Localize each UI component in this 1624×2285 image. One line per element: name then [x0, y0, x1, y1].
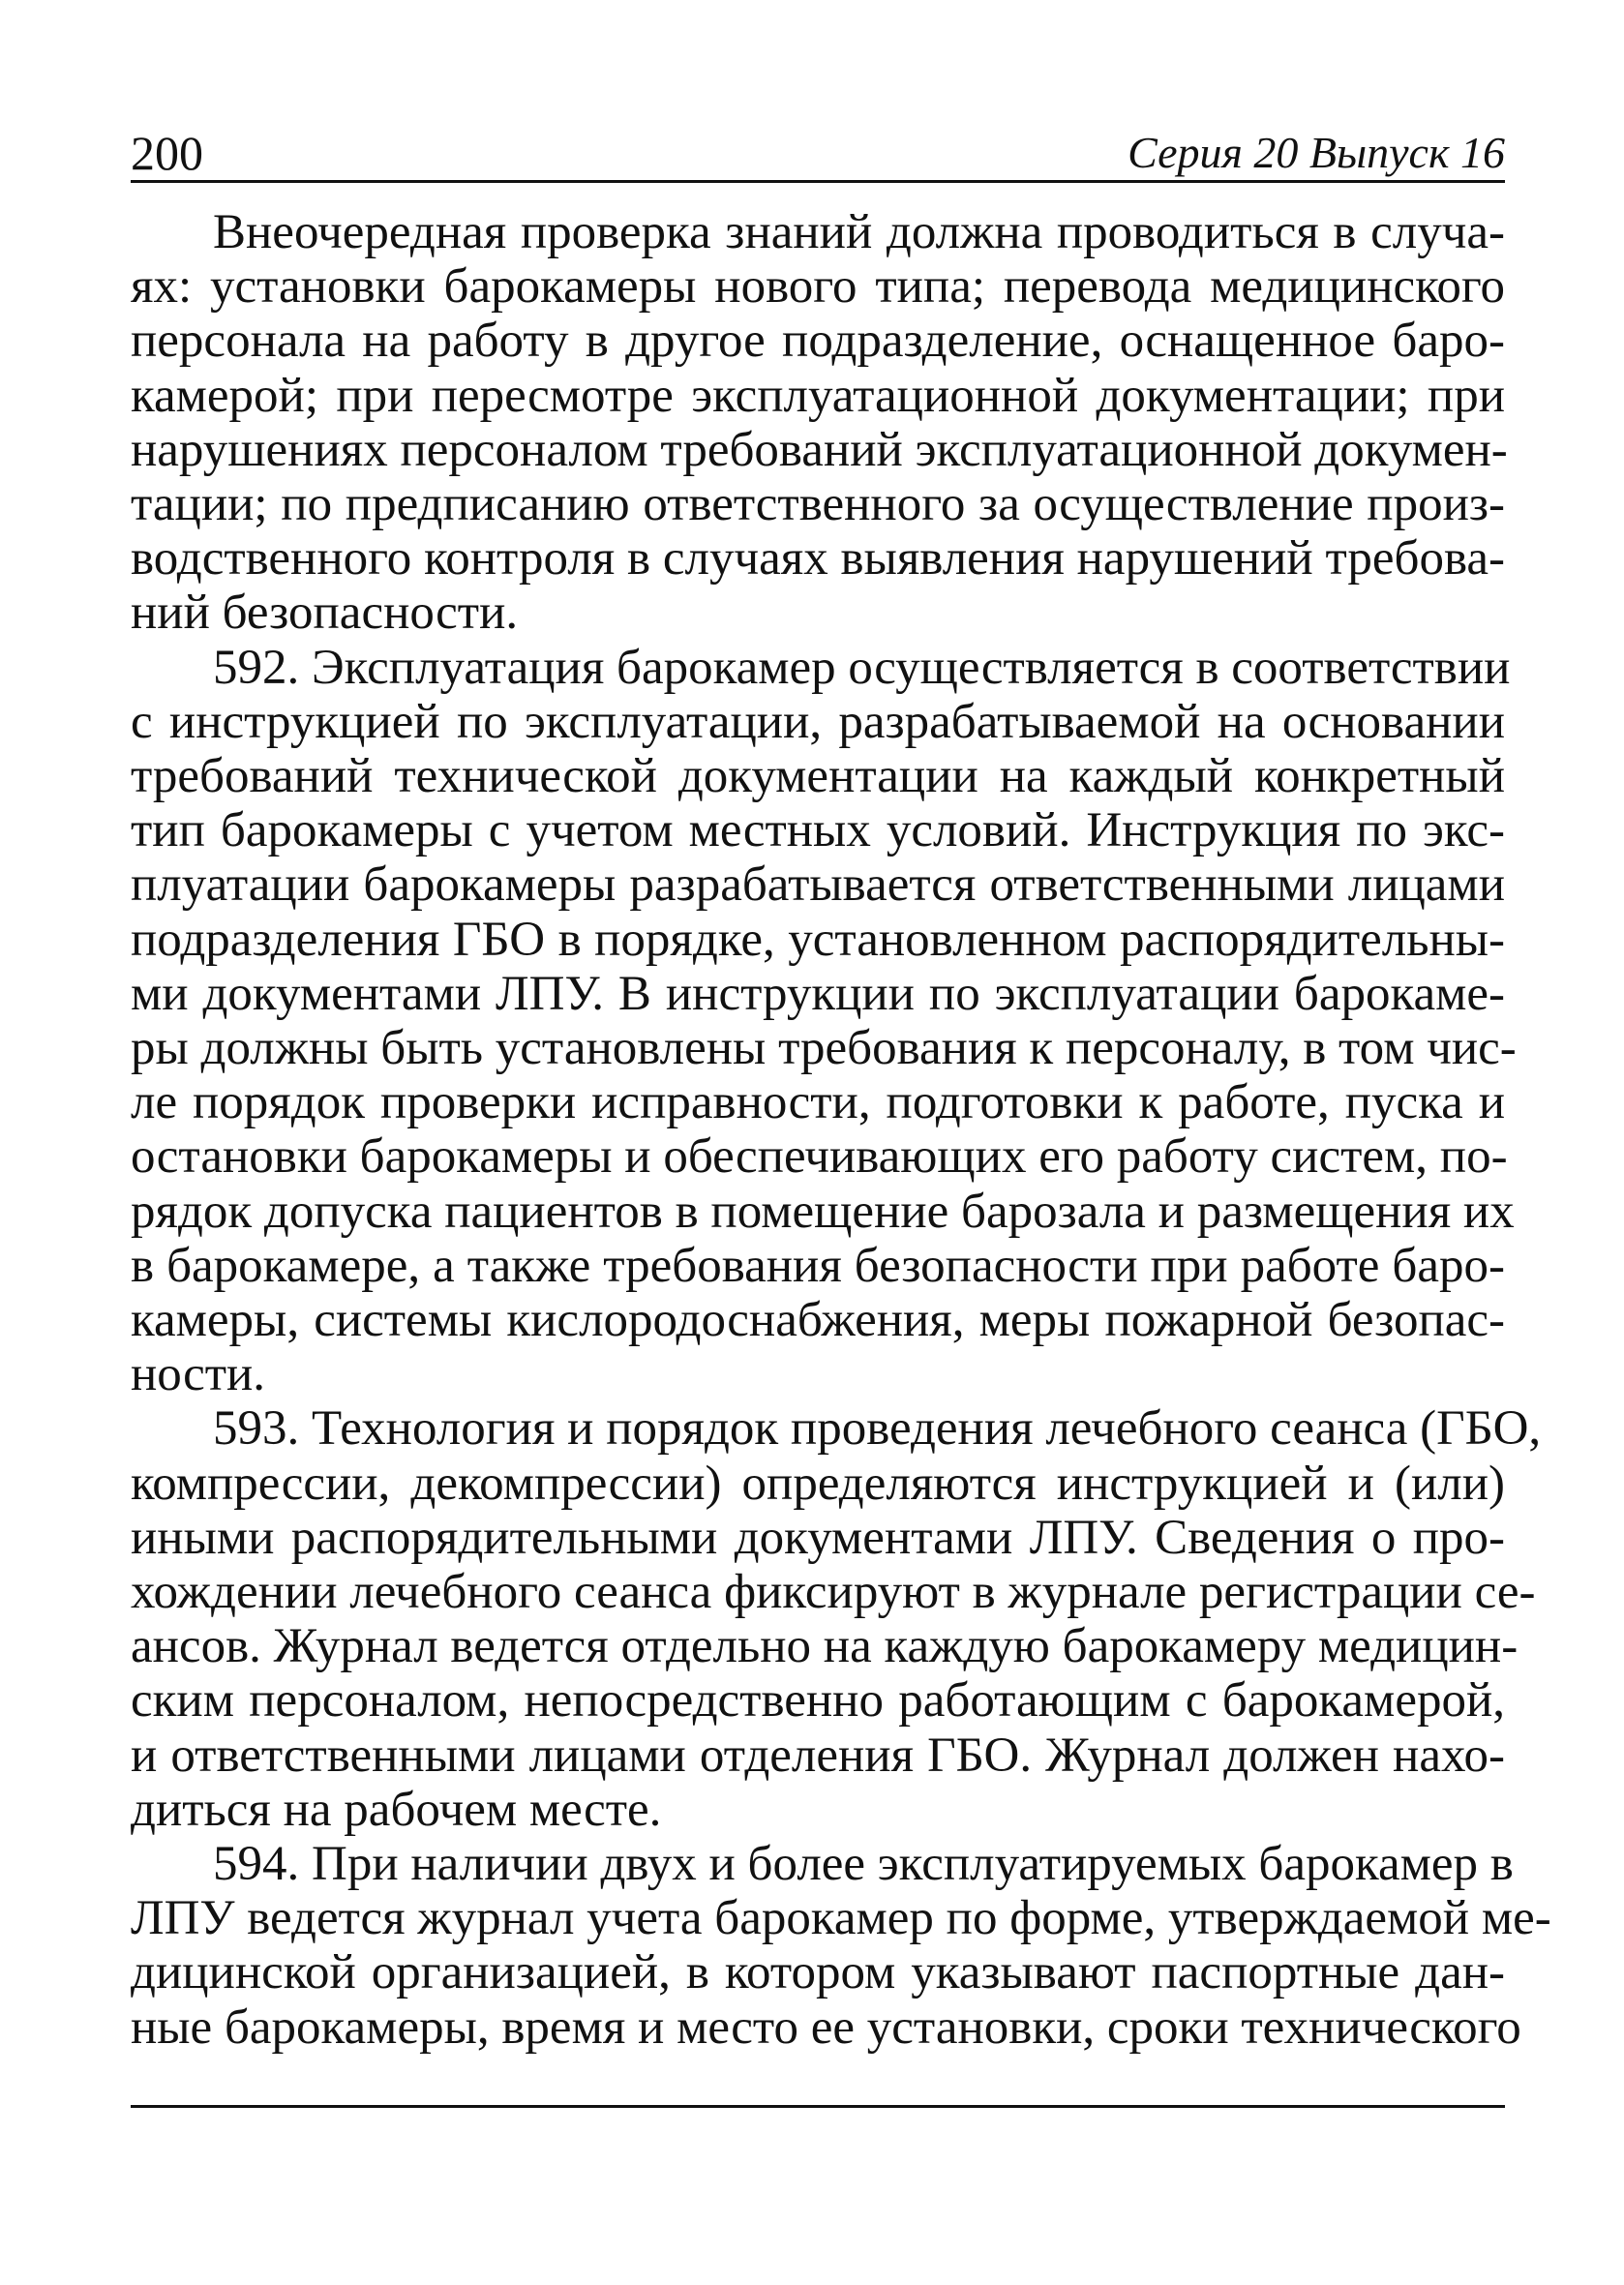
text-line: ях: установки барокамеры нового типа; перевода медицинского — [131, 259, 1505, 315]
text-line: водственного контроля в случаях выявления нарушений требова- — [131, 531, 1505, 586]
text-line: персонала на работу в другое подразделение, оснащенное баро- — [131, 314, 1505, 369]
text-line: в барокамере, а также требования безопасности при работе баро- — [131, 1238, 1505, 1293]
text-line: ний безопасности. — [131, 586, 519, 641]
text-line: Внеочередная проверка знаний должна проводиться в случа- — [213, 205, 1505, 259]
text-line: ные барокамеры, время и место ее установки, сроки технического — [131, 1999, 1521, 2055]
text-line: камерой; при пересмотре эксплуатационной документации; при — [131, 368, 1505, 423]
text-line: хождении лечебного сеанса фиксируют в журнале регистрации се- — [131, 1565, 1536, 1619]
text-line: рядок допуска пациентов в помещение барозала и размещения их — [131, 1184, 1515, 1239]
running-head: Серия 20 Выпуск 16 — [1128, 128, 1505, 177]
text-line: требований технической документации на каждый конкретный — [131, 749, 1505, 803]
text-line: и ответственными лицами отделения ГБО. Журнал должен нахо- — [131, 1728, 1505, 1783]
text-line: ским персоналом, непосредственно работающим с барокамерой, — [131, 1673, 1505, 1729]
text-line: подразделения ГБО в порядке, установленном распорядительны- — [131, 912, 1505, 967]
text-line: дицинской организацией, в котором указывают паспортные дан- — [131, 1945, 1505, 2000]
text-line: тип барокамеры с учетом местных условий. Инструкция по экс- — [131, 803, 1505, 858]
text-line: нарушениях персоналом требований эксплуатационной докумен- — [131, 422, 1508, 477]
text-line: ми документами ЛПУ. В инструкции по эксплуатации барокаме- — [131, 966, 1505, 1021]
text-line: с инструкцией по эксплуатации, разрабатываемой на основании — [131, 694, 1505, 749]
text-line: 592. Эксплуатация барокамер осуществляется в соответствии — [213, 640, 1511, 695]
text-line: 594. При наличии двух и более эксплуатируемых барокамер в — [213, 1837, 1514, 1891]
text-line: компрессии, декомпрессии) определяются инструкцией и (или) — [131, 1456, 1505, 1511]
text-line: иными распорядительными документами ЛПУ. Сведения о про- — [131, 1510, 1505, 1565]
text-line: диться на рабочем месте. — [131, 1782, 662, 1837]
text-line: камеры, системы кислородоснабжения, меры пожарной безопас- — [131, 1293, 1505, 1347]
text-line: тации; по предписанию ответственного за осуществление произ- — [131, 477, 1505, 531]
page-number: 200 — [131, 126, 203, 180]
text-line: 593. Технология и порядок проведения лечебного сеанса (ГБО, — [213, 1401, 1542, 1457]
text-line: ле порядок проверки исправности, подготовки к работе, пуска и — [131, 1075, 1505, 1130]
text-line: ности. — [131, 1347, 266, 1402]
bottom-rule — [131, 2105, 1505, 2108]
text-line: ры должны быть установлены требования к персоналу, в том чис- — [131, 1021, 1517, 1075]
text-line: ансов. Журнал ведется отдельно на каждую барокамеру медицин- — [131, 1619, 1519, 1674]
text-line: остановки барокамеры и обеспечивающих его работу систем, по- — [131, 1129, 1508, 1185]
header-rule — [131, 180, 1505, 183]
text-line: ЛПУ ведется журнал учета барокамер по форме, утверждаемой ме- — [131, 1891, 1551, 1946]
text-line: плуатации барокамеры разрабатывается ответственными лицами — [131, 857, 1505, 913]
